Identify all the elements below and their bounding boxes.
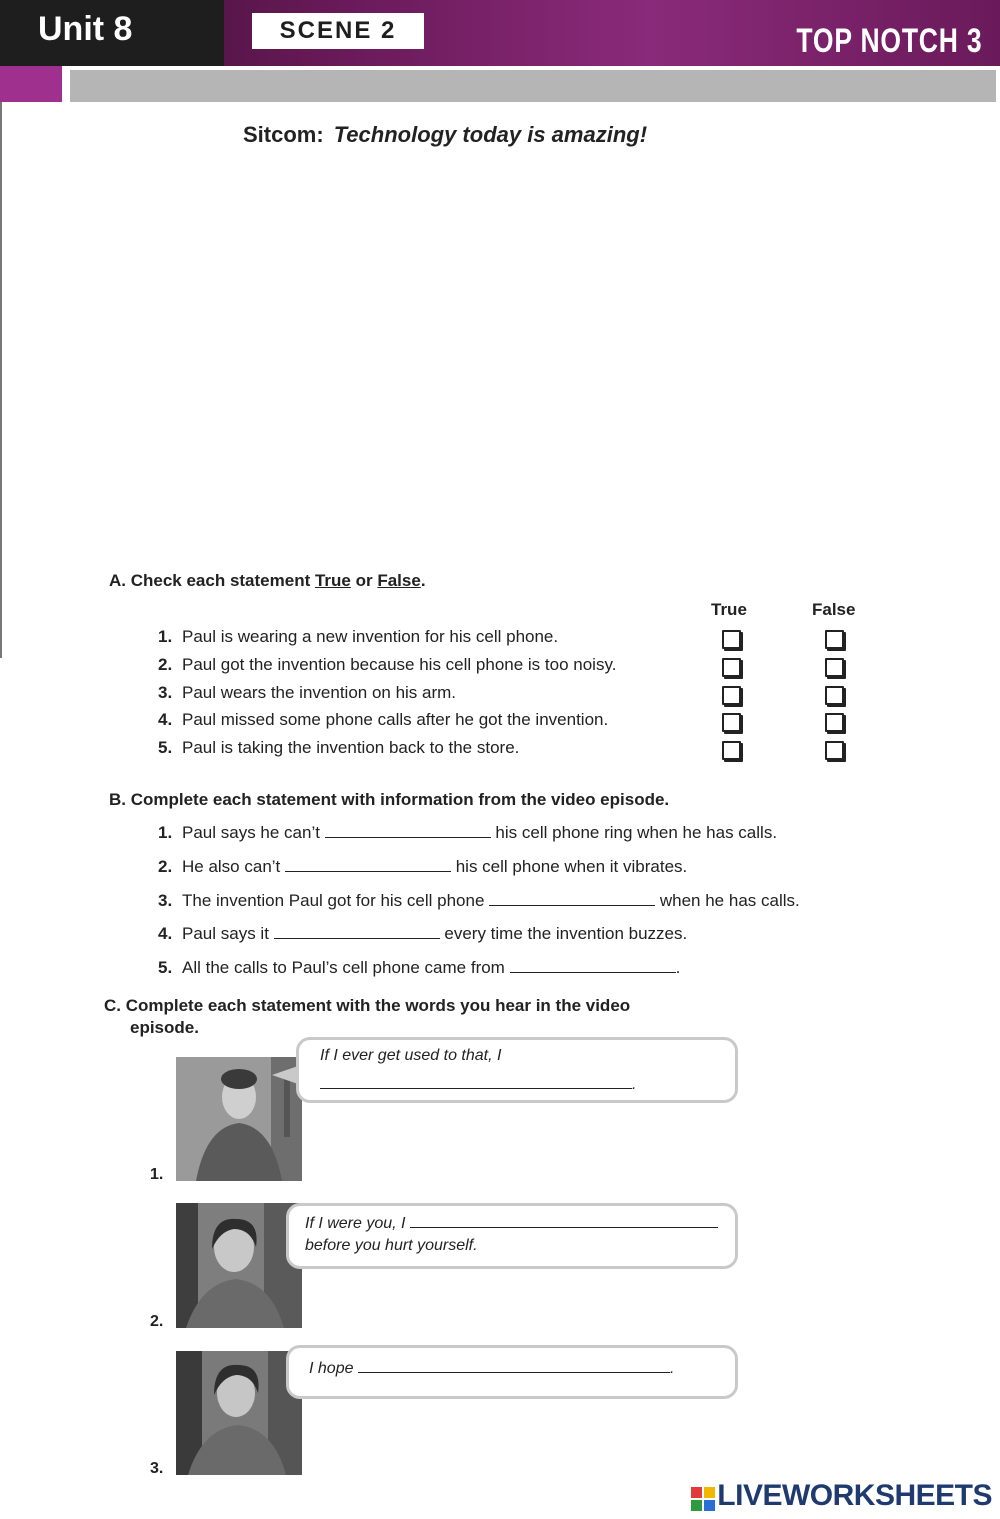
false-word: False [377, 571, 421, 590]
statement-a-4 [158, 710, 608, 730]
answer-blank-b-3[interactable] [489, 891, 655, 906]
photo-woman-1 [176, 1203, 302, 1328]
statement-text: Paul missed some phone calls after he got the invention. [182, 710, 609, 729]
brand-title: TOP NOTCH 3 [796, 22, 982, 60]
answer-blank-b-1[interactable] [325, 823, 491, 838]
false-checkbox-4[interactable] [825, 713, 844, 732]
true-checkbox-1[interactable] [722, 630, 741, 649]
statement-text: Paul wears the invention on his arm. [182, 683, 457, 702]
statement-b-1 [158, 823, 777, 843]
section-c-heading: C. Complete each statement with the words you hear in the video [104, 996, 631, 1015]
item-number: 1. [158, 627, 173, 646]
statement-before: Paul says he can’t [182, 823, 325, 842]
item-number: 5. [158, 738, 173, 757]
sitcom-episode-title: Technology today is amazing! [333, 122, 648, 147]
period: . [420, 571, 426, 590]
photo-woman-2 [176, 1351, 302, 1475]
false-checkbox-1[interactable] [825, 630, 844, 649]
bubble-text-2b: before you hurt yourself. [305, 1237, 478, 1254]
false-checkbox-3[interactable] [825, 686, 844, 705]
bubble-line-2a [305, 1213, 718, 1233]
bubble-text-2: If I were you, I [305, 1215, 406, 1232]
bubble-tail-1 [272, 1066, 298, 1084]
statement-after: . [675, 958, 681, 977]
statement-b-3 [158, 891, 800, 911]
liveworksheets-text: LIVEWORKSHEETS [717, 1479, 992, 1512]
statement-text: Paul got the invention because his cell phone is too noisy. [182, 655, 617, 674]
statement-a-5 [158, 738, 519, 758]
answer-blank-c-2[interactable] [410, 1213, 718, 1228]
false-checkbox-5[interactable] [825, 741, 844, 760]
answer-blank-b-2[interactable] [285, 857, 451, 872]
gray-header-bar [70, 70, 996, 102]
statement-b-5 [158, 958, 680, 978]
liveworksheets-logo [691, 1479, 992, 1513]
left-margin-line [0, 102, 2, 658]
bubble-text-3: I hope [309, 1360, 354, 1377]
bubble-period: . [669, 1360, 675, 1377]
statement-a-3 [158, 683, 456, 703]
bubble-period: . [632, 1076, 637, 1093]
item-number: 3. [158, 683, 173, 702]
bubble-line-1 [320, 1074, 636, 1094]
sitcom-label: Sitcom: [243, 122, 324, 147]
item-number-c-2: 2. [150, 1313, 164, 1330]
column-false: False [812, 600, 856, 619]
item-number: 5. [158, 958, 173, 977]
statement-b-2 [158, 857, 687, 877]
item-number: 4. [158, 924, 173, 943]
liveworksheets-icon [691, 1485, 715, 1509]
statement-b-4 [158, 924, 687, 944]
bubble-text-1: If I ever get used to that, I [320, 1047, 502, 1064]
answer-blank-b-4[interactable] [274, 924, 440, 939]
statement-before: The invention Paul got for his cell phone [182, 891, 490, 910]
sitcom-title [243, 122, 647, 148]
section-b-heading: B. Complete each statement with information from the video episode. [109, 790, 670, 809]
statement-a-1 [158, 627, 558, 647]
statement-after: his cell phone ring when he has calls. [490, 823, 778, 842]
statement-after: every time the invention buzzes. [439, 924, 688, 943]
statement-text: Paul is taking the invention back to the store. [182, 738, 520, 757]
statement-before: Paul says it [182, 924, 274, 943]
item-number-c-3: 3. [150, 1460, 164, 1477]
true-checkbox-4[interactable] [722, 713, 741, 732]
statement-after: when he has calls. [655, 891, 800, 910]
answer-blank-c-1[interactable] [320, 1074, 632, 1089]
true-checkbox-2[interactable] [722, 658, 741, 677]
answer-blank-c-3[interactable] [358, 1358, 670, 1373]
section-a-heading [109, 571, 426, 591]
true-checkbox-3[interactable] [722, 686, 741, 705]
bubble-line-3 [309, 1358, 674, 1378]
item-number-c-1: 1. [150, 1166, 164, 1183]
purple-accent-bar [0, 66, 62, 102]
statement-before: He also can’t [182, 857, 285, 876]
or-word: or [350, 571, 378, 590]
item-number: 1. [158, 823, 173, 842]
item-number: 3. [158, 891, 173, 910]
unit-title: Unit 8 [38, 10, 133, 48]
section-c-heading-line2: episode. [130, 1018, 199, 1037]
statement-before: All the calls to Paul’s cell phone came from [182, 958, 510, 977]
item-number: 2. [158, 857, 173, 876]
true-checkbox-5[interactable] [722, 741, 741, 760]
column-true: True [711, 600, 747, 619]
item-number: 4. [158, 710, 173, 729]
false-checkbox-2[interactable] [825, 658, 844, 677]
item-number: 2. [158, 655, 173, 674]
true-word: True [314, 571, 351, 590]
statement-a-2 [158, 655, 616, 675]
section-a-heading-text: A. Check each statement [109, 571, 315, 590]
statement-text: Paul is wearing a new invention for his cell phone. [182, 627, 559, 646]
statement-after: his cell phone when it vibrates. [451, 857, 688, 876]
answer-blank-b-5[interactable] [510, 958, 676, 973]
scene-label: SCENE 2 [252, 13, 424, 49]
